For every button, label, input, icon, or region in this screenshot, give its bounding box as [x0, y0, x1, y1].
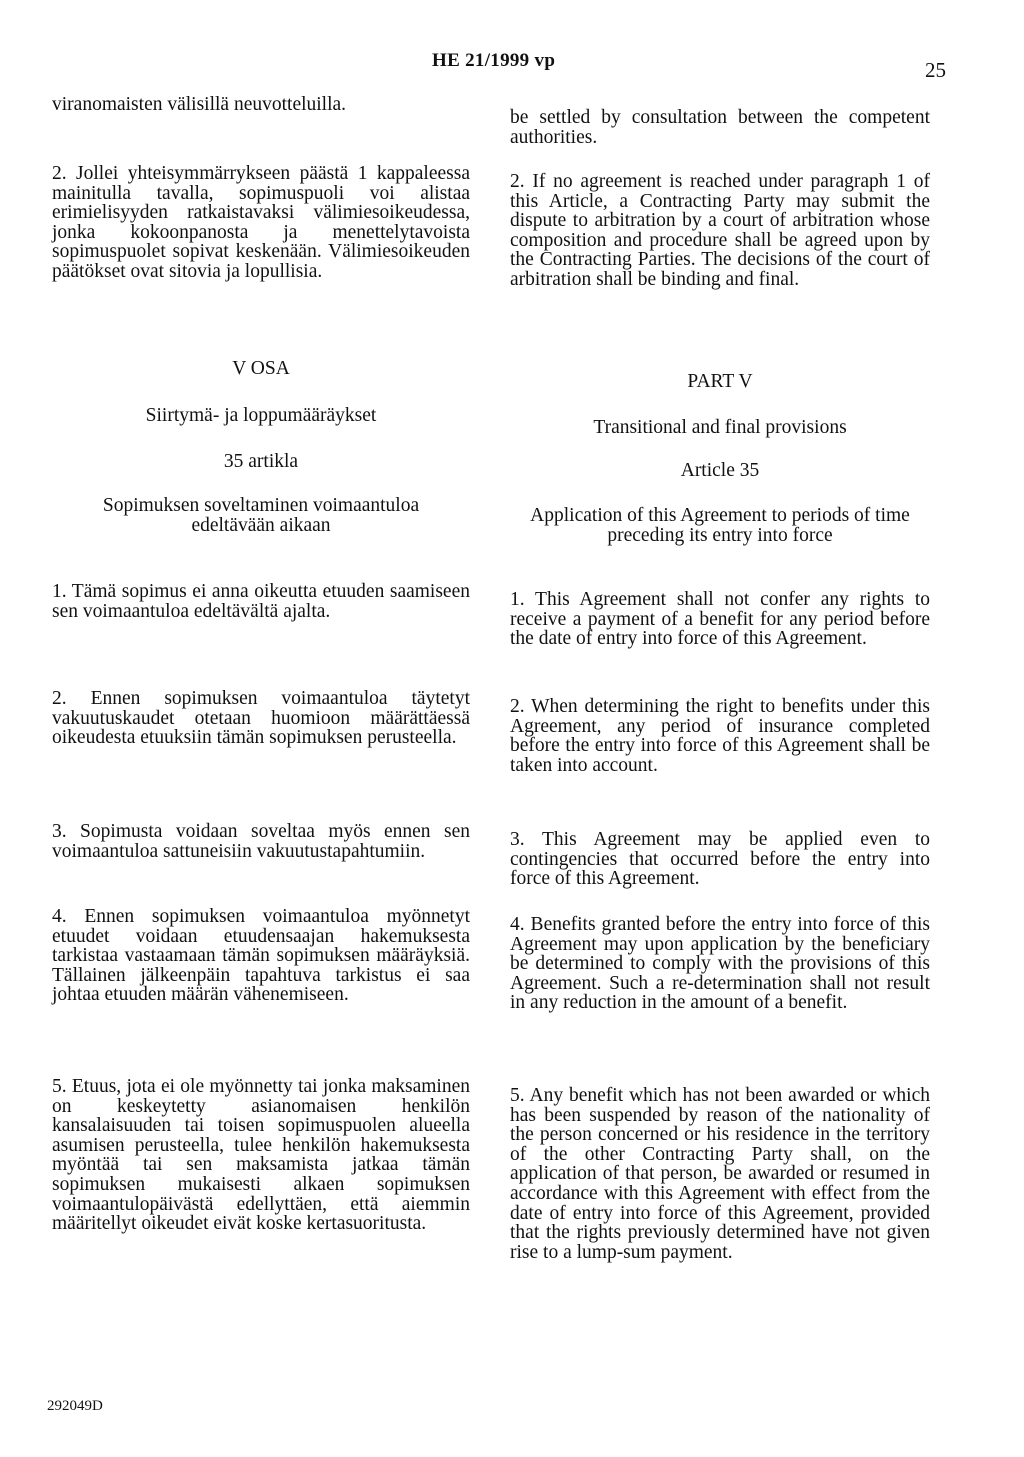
en-section-3: 3. This Agreement may be applied even to contingencies that occurred before the entry into force of this Agreement. [510, 829, 930, 890]
en-article-heading: Article 35 [680, 460, 760, 481]
fi-section-4: 4. Ennen sopimuksen voimaantuloa myönnetyt etuudet voidaan etuudensaajan hakemuksesta tarkistaa vastaamaan tämän sopimuksen määräyksiä. Tällainen jälkeenpäin tapahtuva tarkistus ei saa johtaa etuuden määrän vähenemiseen. [52, 906, 470, 1006]
fi-section-1: 1. Tämä sopimus ei anna oikeutta etuuden saamiseen sen voimaantuloa edeltävältä ajalta. [52, 581, 470, 622]
fi-section-2: 2. Ennen sopimuksen voimaantuloa täytetyt vakuutuskaudet otetaan huomioon määrättäessä oikeudesta etuuksiin tämän sopimuksen perusteella. [52, 688, 470, 749]
en-section-2: 2. When determining the right to benefits under this Agreement, any period of insurance completed before the entry into force of this Agreement shall be taken into account. [510, 696, 930, 776]
fi-part-heading: V OSA [232, 358, 290, 379]
print-code: 292049D [47, 1398, 103, 1414]
en-section-4: 4. Benefits granted before the entry into force of this Agreement may upon application by the beneficiary be determined to comply with the provisions of this Agreement. Such a re-determination shall not result in any reduction in the amount of a benefit. [510, 914, 930, 1014]
fi-article-heading: 35 artikla [223, 451, 299, 472]
fi-section-5: 5. Etuus, jota ei ole myönnetty tai jonka maksaminen on keskeytetty asianomaisen henkilön kansalaisuuden tai toisen sopimuspuolen alueella asumisen perusteella, tulee henkilön hakemuksesta myöntää tai sen maksamista jatkaa tämän sopimuksen mukaisesti alkaen sopimuksen voimaantulopäivästä edellyttäen, että aiemmin määritellyt oikeudet eivät koske kertasuoritusta. [52, 1076, 470, 1235]
fi-article-title: Sopimuksen soveltaminen voimaantuloa edeltävään aikaan [102, 495, 420, 536]
en-intro-text: be settled by consultation between the competent authorities. [510, 107, 930, 148]
en-paragraph-2: 2. If no agreement is reached under paragraph 1 of this Article, a Contracting Party may submit the dispute to arbitration by a court of arbitration whose composition and procedure shall be agreed upon by the Contracting Parties. The decisions of the court of arbitration shall be binding and final. [510, 171, 930, 290]
en-part-heading: PART V [687, 371, 753, 392]
en-section-5: 5. Any benefit which has not been awarded or which has been suspended by reason of the nationality of the person concerned or his residence in the territory of the other Contracting Party shall, on the application of that person, be awarded or resumed in accordance with this Agreement with effect from the date of entry into force of this Agreement, provided that the rights previously determined have not given rise to a lump-sum payment. [510, 1085, 930, 1263]
document-reference: HE 21/1999 vp [432, 50, 556, 71]
fi-intro-text: viranomaisten välisillä neuvotteluilla. [52, 94, 347, 115]
en-part-title: Transitional and final provisions [593, 417, 847, 438]
fi-paragraph-2: 2. Jollei yhteisymmärrykseen päästä 1 kappaleessa mainitulla tavalla, sopimuspuoli voi alistaa erimielisyyden ratkaistavaksi välimiesoikeudessa, jonka kokoonpanosta ja menettelytavoista sopimuspuolet sopivat keskenään. Välimiesoikeuden päätökset ovat sitovia ja lopullisia. [52, 163, 470, 282]
en-article-title: Application of this Agreement to periods of time preceding its entry into force [530, 505, 910, 546]
fi-part-title: Siirtymä- ja loppumääräykset [145, 405, 377, 426]
en-section-1: 1. This Agreement shall not confer any rights to receive a payment of a benefit for any period before the date of entry into force of this Agreement. [510, 589, 930, 650]
fi-section-3: 3. Sopimusta voidaan soveltaa myös ennen sen voimaantuloa sattuneisiin vakuutustapahtumiin. [52, 821, 470, 862]
page-number: 25 [925, 58, 946, 82]
